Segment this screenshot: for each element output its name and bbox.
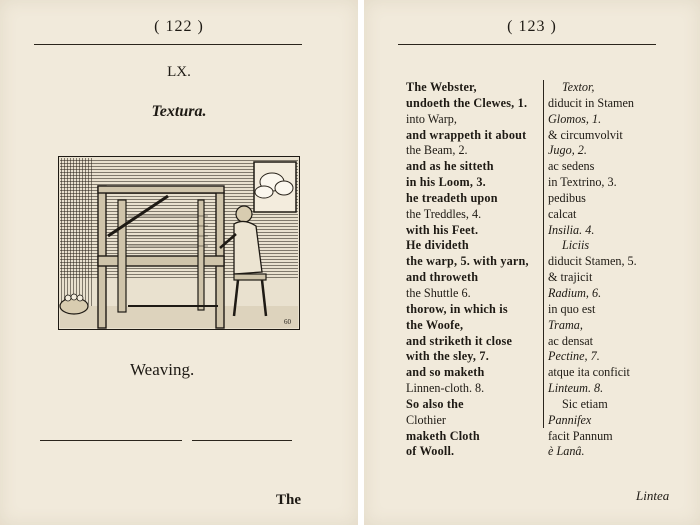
latin-line: & circumvolvit: [548, 127, 623, 142]
latin-title: Textura.: [151, 103, 207, 120]
latin-column: [548, 80, 678, 460]
right-header-rule: [398, 44, 656, 45]
latin-line: Liciis: [562, 238, 590, 253]
english-line: with the sley, 7.: [406, 349, 489, 364]
latin-line: Pectine, 7.: [548, 349, 600, 364]
weaving-illustration: [58, 156, 300, 330]
english-title: Weaving.: [130, 360, 195, 379]
left-footer-rule-1: [40, 440, 182, 441]
latin-line: Sic etiam: [562, 396, 608, 411]
latin-line: diducit Stamen, 5.: [548, 254, 637, 269]
english-line: and striketh it close: [406, 333, 513, 348]
chapter-number: LX.: [167, 64, 191, 80]
latin-line: calcat: [548, 206, 577, 221]
latin-line: in Textrino, 3.: [548, 175, 617, 190]
english-line: the Shuttle 6.: [406, 285, 471, 300]
latin-line: è Lanâ.: [548, 444, 585, 459]
latin-line: & trajicit: [548, 270, 593, 285]
english-line: in his Loom, 3.: [406, 175, 486, 190]
right-page-number: ( 123 ): [507, 18, 557, 35]
english-line: thorow, in which is: [406, 301, 508, 316]
english-line: and wrappeth it about: [406, 127, 527, 142]
latin-line: Radium, 6.: [548, 285, 602, 300]
latin-line: ac sedens: [548, 159, 595, 174]
latin-line: Glomos, 1.: [548, 111, 602, 126]
latin-line: facit Pannum: [548, 428, 613, 443]
left-footer-rule-2: [192, 440, 292, 441]
english-line: Clothier: [406, 412, 446, 427]
latin-line: ac densat: [548, 333, 594, 348]
right-catchword: Lintea: [636, 488, 670, 503]
english-line: with his Feet.: [406, 222, 479, 237]
latin-line: atque ita conficit: [548, 365, 630, 380]
latin-line: Trama,: [548, 317, 583, 332]
latin-line: Jugo, 2.: [548, 143, 587, 158]
english-line: and throweth: [406, 270, 479, 285]
english-line: undoeth the Clewes, 1.: [406, 95, 528, 110]
column-divider: [543, 80, 544, 428]
left-catchword: The: [276, 492, 302, 508]
latin-line: Pannifex: [548, 412, 592, 427]
english-line: of Wooll.: [406, 444, 455, 459]
english-line: He divideth: [406, 238, 469, 253]
latin-line: diducit in Stamen: [548, 95, 634, 110]
latin-line: in quo est: [548, 301, 596, 316]
english-line: The Webster,: [406, 80, 477, 94]
english-line: the Treddles, 4.: [406, 206, 482, 221]
english-line: the Woofe,: [406, 317, 464, 332]
english-line: he treadeth upon: [406, 190, 498, 205]
figure-number: 60: [284, 318, 291, 326]
english-line: the warp, 5. with yarn,: [406, 254, 529, 269]
latin-line: Linteum. 8.: [548, 381, 604, 396]
latin-line: Insilia. 4.: [548, 222, 595, 237]
english-column: [406, 80, 542, 460]
english-line: into Warp,: [406, 111, 457, 126]
english-line: maketh Cloth: [406, 428, 480, 443]
english-line: the Beam, 2.: [406, 143, 468, 158]
left-page-number: ( 122 ): [154, 18, 204, 35]
english-line: and as he sitteth: [406, 159, 494, 174]
latin-line: Textor,: [562, 80, 595, 94]
latin-line: pedibus: [548, 190, 586, 205]
english-line: and so maketh: [406, 365, 485, 380]
english-line: Linnen-cloth. 8.: [406, 381, 485, 396]
english-line: So also the: [406, 396, 464, 411]
left-header-rule: [34, 44, 302, 45]
